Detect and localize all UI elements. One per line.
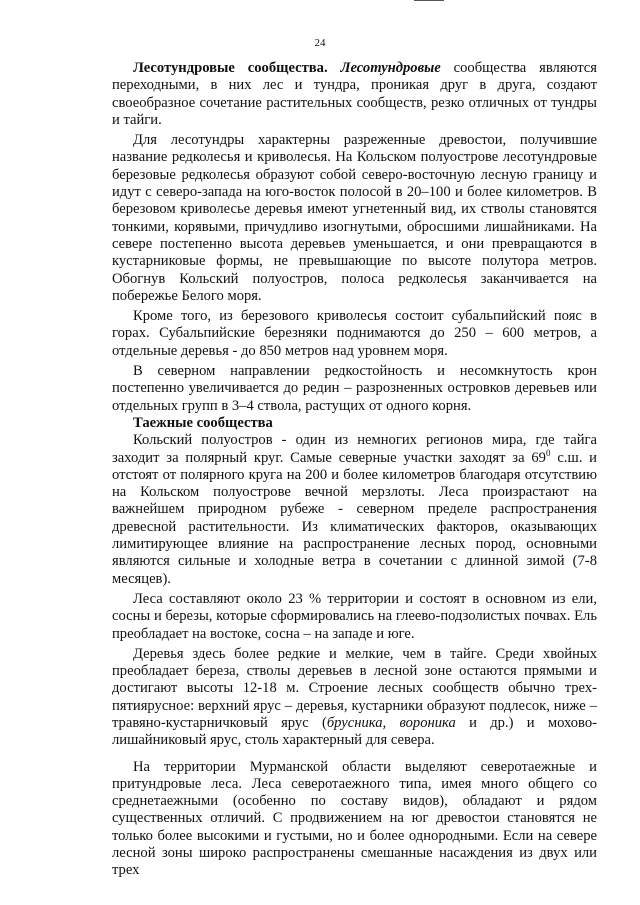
page-body — [112, 60, 597, 880]
forest-tundra-term: Лесотундровые — [340, 60, 441, 76]
taiga-paragraph-3-text-a: Деревья здесь более редкие и мелкие, чем в тайге. Среди хвойных преобладает береза, стволы деревьев в лесной зоне остаются прямыми и достигают высоты 12-18 м. Строение лесных сообществ обычно трех-пятиярусное: верхний ярус – деревья, кустарники образуют подлесок, ниже – травяно-кустарничковый ярус ( — [112, 645, 597, 731]
taiga-paragraph-1-text-b: с.ш. и отстоят от полярного круга на 200 и более километров благодаря отсутствию на Кольском полуострове вечной мерзлоты. Леса произрастают на важнейшем природном рубеже - северном пределе распространения древесной растительности. Из климатических факторов, оказывающих лимитирующее влияние на распространение лесных пород, основными являются сильные и холодные ветра в сочетании с длинной зимой (7-8 месяцев). — [112, 449, 597, 587]
page-number: 24 — [314, 37, 326, 49]
taiga-paragraph-1 — [112, 432, 597, 588]
forest-tundra-paragraph-2: Для лесотундры характерны разреженные древостои, получившие название редколесья и криволесья. На Кольском полуострове лесотундровые березовые редколесья образуют собой северо-восточную лесную границу и идут с северо-запада на юго-восток полосой в 20–100 и более километров. В березовом криволесье деревья имеют угнетенный вид, их стволы становятся тонкими, корявыми, причудливо изогнутыми, обросшими лишайниками. На севере постепенно высота деревьев уменьшается, и они превращаются в кустарниковые формы, не превышающие по высоте полутора метров. Обогнув Кольский полуостров, полоса редколесья заканчивается на побережье Белого моря. — [112, 132, 597, 304]
forest-tundra-paragraph-1-text: сообщества являются переходными, в них лес и тундра, проникая друг в друга, создают своеобразное сочетание растительных сообществ, резко отличных от тундры и тайги. — [112, 60, 598, 128]
forest-tundra-paragraph-4: В северном направлении редкостойность и несомкнутость крон постепенно увеличивается до редин – разрозненных островков деревьев или отдельных групп в 3–4 ствола, растущих от одного корня. — [112, 363, 597, 414]
degree-superscript: 0 — [545, 447, 551, 458]
taiga-paragraph-1-text-a: Кольский полуостров - один из немногих регионов мира, где тайга заходит за полярный круг. Самые северные участки заходят за 69 — [112, 432, 597, 466]
taiga-paragraph-2: Леса составляют около 23 % территории и состоят в основном из ели, сосны и березы, которые сформировались на глеево-подзолистых почвах. Ель преобладает на востоке, сосна – на западе и юге. — [112, 590, 597, 642]
taiga-paragraph-3-italic: брусника, вороника — [326, 714, 456, 731]
top-rule — [414, 0, 444, 1]
taiga-paragraph-3 — [112, 646, 597, 750]
forest-tundra-paragraph-1 — [112, 60, 597, 129]
taiga-paragraph-4: На территории Мурманской области выделяют северотаежные и притундровые леса. Леса северотаежного типа, имея много общего со среднетаежными (особенно по составу видов), обладают и рядом существенных отличий. С продвижением на юг древостои становятся не только более высокими и густыми, но и более однородными. Если на севере лесной зоны широко распространены смешанные насаждения из двух или трех — [112, 758, 597, 879]
forest-tundra-paragraph-3: Кроме того, из березового криволесья состоит субальпийский пояс в горах. Субальпийские березняки поднимаются до 250 – 600 метров, а отдельные деревья - до 850 метров над уровнем моря. — [112, 308, 597, 359]
forest-tundra-heading: Лесотундровые сообщества. — [133, 60, 328, 76]
taiga-paragraph-3-text-b: и др.) и мохово-лишайниковый ярус, столь характерный для севера. — [112, 714, 597, 749]
taiga-heading: Таежные сообщества — [133, 414, 273, 431]
